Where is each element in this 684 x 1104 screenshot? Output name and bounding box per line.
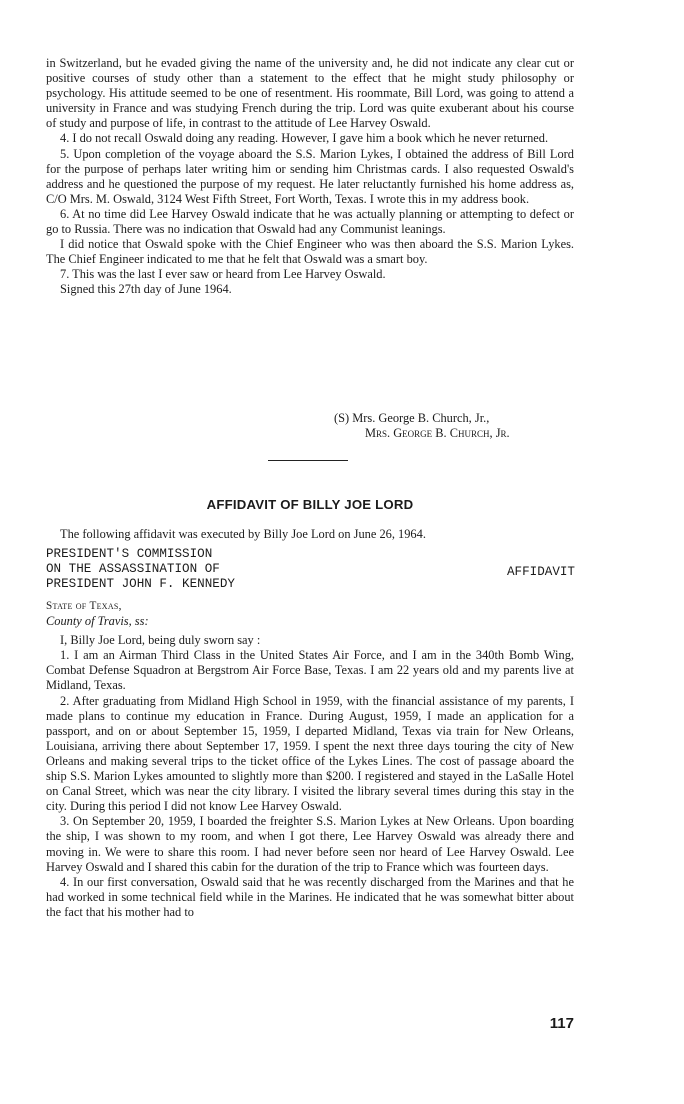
section-divider [268, 460, 348, 461]
body-paragraph: 7. This was the last I ever saw or heard from Lee Harvey Oswald. [60, 267, 386, 282]
body-paragraph: 1. I am an Airman Third Class in the United States Air Force, and I am in the 340th Bomb Wing, Combat Defense Squadron at Bergstrom Air Force Base, Texas. I am 22 years old and my parents live at Midland, Texas. [46, 648, 574, 693]
commission-line: ON THE ASSASSINATION OF [46, 562, 220, 577]
body-paragraph: I did notice that Oswald spoke with the Chief Engineer who was then aboard the S.S. Marion Lykes. The Chief Engineer indicated to me that he felt that Oswald was a smart boy. [46, 237, 574, 267]
county-line: County of Travis, ss: [46, 614, 149, 629]
affidavit-body [46, 599, 574, 920]
affidavit-intro-block [46, 527, 574, 542]
commission-line: PRESIDENT JOHN F. KENNEDY [46, 577, 235, 592]
commission-line: PRESIDENT'S COMMISSION [46, 547, 213, 561]
affidavit-label: AFFIDAVIT [506, 565, 575, 579]
page-number: 117 [549, 1015, 574, 1032]
body-paragraph: 2. After graduating from Midland High School in 1959, with the financial assistance of my parents, I made plans to continue my education in France. During August, 1959, I made an application for a passport, and on or about September 15, 1959, I departed Midland, Texas via train for New Orleans, Louisiana, arriving there about September 17, 1959. I spent the next three days touring the city of New Orleans and making several trips to the ticket office of the Lykes Lines. The cost of passage aboard the ship S.S. Marion Lykes amounted to slightly more than $200. I registered and stayed in the LaSalle Hotel on Canal Street, which was near the city library. I visited the library several times during this stay in the city. During this period I did not know Lee Harvey Oswald. [46, 693, 574, 814]
body-paragraph: 6. At no time did Lee Harvey Oswald indicate that he was actually planning or attempting to defect or go to Russia. There was no indication that Oswald had any Communist leanings. [46, 206, 574, 237]
sworn-statement: I, Billy Joe Lord, being duly sworn say : [60, 633, 261, 648]
signature-name: Mrs. George B. Church, Jr. [365, 426, 510, 441]
body-paragraph: 4. In our first conversation, Oswald said that he was recently discharged from the Marines and that he had worked in some technical field while in the Marines. He indicated that he was somewhat bitter about the fact that his mother had to [46, 874, 574, 919]
state-line: State of Texas, [46, 600, 122, 612]
body-paragraph: 3. On September 20, 1959, I boarded the freighter S.S. Marion Lykes at New Orleans. Upon boarding the ship, I was shown to my room, and when I got there, Lee Harvey Oswald was already there and moving in. We were to share this room. I had never before seen nor heard of Lee Harvey Oswald. Lee Harvey Oswald and I shared this cabin for the duration of the trip to France which was fourteen days. [46, 814, 574, 874]
affidavit-intro: The following affidavit was executed by Billy Joe Lord on June 26, 1964. [60, 527, 426, 541]
signature-block [334, 411, 574, 441]
body-paragraph: in Switzerland, but he evaded giving the name of the university and, he did not indicate any clear cut or positive courses of study other than a statement to the effect that he might study philosophy or psychology. His attitude seemed to be one of resentment. His roommate, Bill Lord, was going to attend a university in France and was studying French during the trip. Lord was quite exuberant about his course of study and purpose of life, in contrast to the attitude of Lee Harvey Oswald. [46, 56, 574, 131]
affidavit-title: AFFIDAVIT OF BILLY JOE LORD [206, 497, 414, 512]
previous-affidavit-continuation [46, 56, 574, 298]
signed-date-line: Signed this 27th day of June 1964. [60, 282, 232, 297]
body-paragraph: 4. I do not recall Oswald doing any reading. However, I gave him a book which he never returned. [60, 131, 549, 146]
commission-header [46, 547, 346, 592]
signature-line: (S) Mrs. George B. Church, Jr., [334, 411, 490, 425]
body-paragraph: 5. Upon completion of the voyage aboard the S.S. Marion Lykes, I obtained the address of Bill Lord for the purpose of perhaps later writing him or sending him Christmas cards. I also requested Oswald's address and he questioned the purpose of my request. He later reluctantly furnished his home address as, C/O Mrs. M. Oswald, 3124 West Fifth Street, Fort Worth, Texas. I wrote this in my address book. [46, 146, 574, 206]
